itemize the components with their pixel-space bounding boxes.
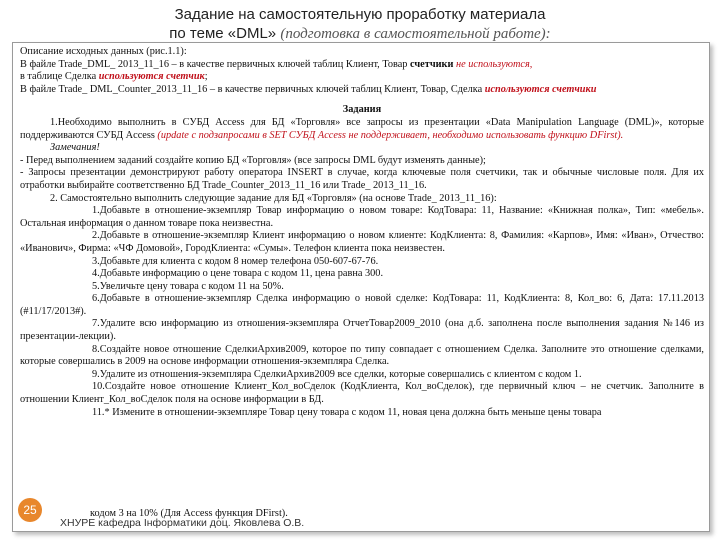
- source-line1-red: не используются,: [453, 58, 533, 70]
- title-line2-italic: (подготовка в самостоятельной работе):: [280, 26, 551, 42]
- task-item-5: 5.Увеличьте цену товара с кодом 11 на 50%.: [92, 280, 284, 292]
- source-line3: [20, 84, 704, 97]
- task-item-9: 9.Удалите из отношения-экземпляра СделкиАрхив2009 все сделки, которые совершались с клиентом с кодом 1.: [92, 368, 582, 380]
- task-item-4: 4.Добавьте информацию о цене товара с кодом 11, цена равна 300.: [92, 268, 384, 280]
- notes-heading: Замечания!: [50, 142, 100, 154]
- task-p1-red: (update с подзапросами в SET СУБД Access не поддерживает, необходимо использовать функцию DFirst).: [157, 129, 624, 141]
- note-2: - Запросы презентации демонстрируют работу оператора INSERT в случае, когда ключевые поля счетчики, так и обычные числовые поля. Для их отработки выбирайте соответственно БД Trade_Counter_2013_11_16 или Trade_ 2013_11_16.: [20, 167, 704, 191]
- source-line2-red: используются счетчик: [98, 71, 205, 83]
- task-p1-text: 1.Необходимо выполнить в СУБД Access для БД «Торговля» все запросы из презентации «Data Manipulation Language (DML)», которые поддерживаются СУБД Access: [20, 116, 704, 141]
- source-line2-end: ;: [204, 71, 208, 83]
- slide-title: [90, 5, 630, 44]
- title-line2-main: по теме «DML»: [169, 25, 281, 42]
- page-number-badge: 25: [18, 498, 42, 522]
- task-item-10: 10.Создайте новое отношение Клиент_Кол_воСделок (КодКлиента, Кол_воСделок), где первичный ключ – не счетчик. Заполните в отношении Клиент_Кол_воСделок поля на основе информации в БД.: [20, 381, 704, 406]
- source-line3-text: В файле Trade_ DML_Counter_2013_11_16 – в качестве первичных ключей таблиц Клиент, Товар, Сделка: [20, 83, 485, 95]
- tasks-heading: Задания: [342, 104, 382, 116]
- content-body: [20, 46, 704, 419]
- title-line1: Задание на самостоятельную проработку материала: [174, 6, 546, 23]
- source-line3-red: используются счетчики: [484, 83, 597, 95]
- task-last-line: кодом 3 на 10% (Для Access функция DFirst).: [90, 508, 288, 519]
- note-1: - Перед выполнением заданий создайте копию БД «Торговля» (все запросы DML будут изменять данные);: [20, 154, 486, 166]
- task-item-11: 11.* Измените в отношении-экземпляре Товар цену товара с кодом 11, новая цена должна быть меньше цены товара: [92, 406, 602, 418]
- source-heading: Описание исходных данных (рис.1.1):: [20, 46, 187, 57]
- task-item-2: 2.Добавьте в отношение-экземпляр Клиент информацию о новом клиенте: КодКлиента: 8, Фамилия: «Карпов», Имя: «Иван», Отчество: «Иванович», Фирма: «ЧФ Домовой», ГородКлиента: «Сумы». Телефон клиента пока неизвестен.: [20, 230, 704, 254]
- task-item-3: 3.Добавьте для клиента с кодом 8 номер телефона 050-607-67-76.: [92, 255, 379, 267]
- title-line2: [90, 24, 630, 44]
- task-item-1: 1.Добавьте в отношение-экземпляр Товар информацию о новом товаре: КодТовара: 11, Название: «Книжная полка», Тип: «мебель». Остальная информация о данном товаре пока неизвестна.: [20, 205, 704, 229]
- source-line1-bold: счетчики: [410, 58, 454, 70]
- source-line2-text: в таблице Сделка: [20, 71, 99, 83]
- source-line2: [20, 71, 704, 84]
- task-item-8: 8.Создайте новое отношение СделкиАрхив2009, которое по типу совпадает с отношением Сделка. Заполните это отношение сделками, которые совершались в 2009 на основе информации отношения-экземпляра Сделка.: [20, 343, 704, 368]
- task-paragraph-2: 2. Самостоятельно выполнить следующие задание для БД «Торговля» (на основе Trade_ 2013_11_16):: [50, 192, 497, 204]
- task-item-7: 7.Удалите всю информацию из отношения-экземпляра ОтчетТовар2009_2010 (она д.б. заполнена после выполнения задания №146 из презентации-лекции).: [20, 318, 704, 343]
- footer-text: ХНУРЕ кафедра Інформатики доц. Яковлева О.В.: [60, 517, 305, 529]
- task-paragraph-1: [20, 117, 704, 142]
- task-item-6: 6.Добавьте в отношение-экземпляр Сделка информацию о новой сделке: КодТовара: 11, КодКлиента: 8, Кол_во: 6, Дата: 17.11.2013 (#11/17/2013#).: [20, 293, 704, 317]
- source-line1: [20, 59, 704, 72]
- source-line1-text: В файле Trade_DML_ 2013_11_16 – в качестве первичных ключей таблиц Клиент, Товар: [20, 58, 411, 70]
